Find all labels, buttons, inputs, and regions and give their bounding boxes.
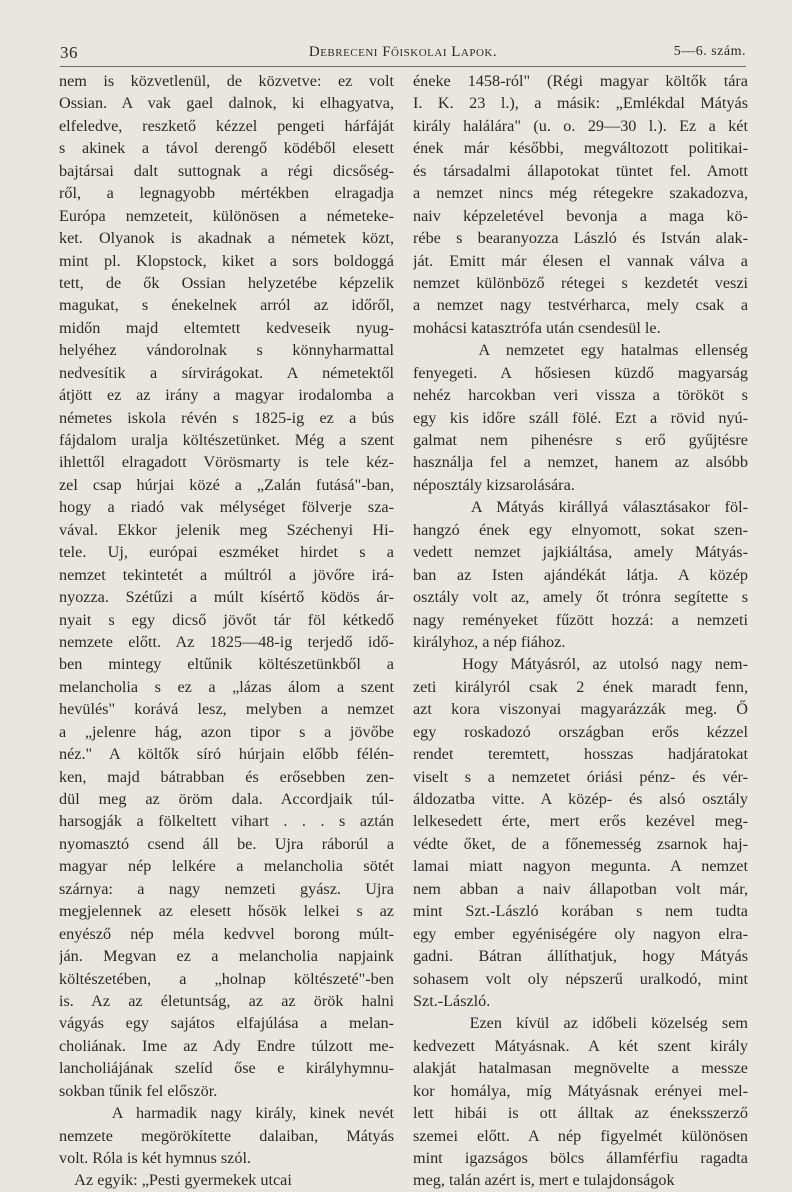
text-line: hogy a riadó vak mélységet fölverje sza- bbox=[59, 498, 394, 517]
text-line: nemzete előtt. Az 1825—48-ig terjedő idő- bbox=[59, 632, 394, 651]
text-line: bajtársai dalt suttognak a régi dicsőség- bbox=[59, 161, 394, 180]
issue-number: 5—6. szám. bbox=[673, 44, 746, 59]
text-line: költészetében, a „holnap költészeté"-ben bbox=[59, 969, 394, 988]
text-line: tett, de ők Ossian helyzetébe képzelik bbox=[59, 273, 394, 292]
text-line: harsogják a fölkeltett vihart . . . s aztán bbox=[59, 812, 394, 831]
text-line: naiv képzeletével bevonja a maga kö- bbox=[413, 206, 748, 225]
text-line: néposztály kizsarolására. bbox=[413, 475, 575, 494]
text-line: átjött ez az irány a magyar irodalomba a bbox=[59, 386, 394, 405]
text-line: zel csap húrjai közé a „Zalán futásá"-ban, bbox=[59, 475, 394, 494]
text-line: a nemzet nagy testvérharca, mely csak a bbox=[413, 296, 748, 315]
text-line: ket. Olyanok is akadnak a németek közt, bbox=[59, 229, 394, 248]
text-line: nemzete megörökítette dalaiban, Mátyás bbox=[59, 1126, 394, 1145]
left-text-column bbox=[59, 70, 394, 1192]
text-line: egy ember egyéniségére oly nagyon elra- bbox=[413, 924, 748, 943]
text-line: Hogy Mátyásról, az utolsó nagy nem- bbox=[413, 655, 748, 674]
text-line: melancholia s ez a „lázas álom a szent bbox=[59, 677, 394, 696]
text-line: dül meg az öröm dala. Accordjaik túl- bbox=[59, 790, 394, 808]
text-line: fájdalom uralja költészetünket. Még a szent bbox=[59, 431, 394, 449]
text-line: lancholiájának szelíd őse e királyhymnu- bbox=[59, 1059, 394, 1078]
text-line: ján. Megvan ez a melancholia napjaink bbox=[59, 947, 394, 966]
text-line: és társadalmi állapotokat tüntet fel. Amott bbox=[413, 161, 748, 180]
text-line: nem abban a naiv állapotban volt már, bbox=[413, 879, 748, 898]
text-line: megjelennek az elesett hősök lelkei s az bbox=[59, 902, 394, 921]
text-line: azt kora viszonyai magyarázzák meg. Ő bbox=[413, 700, 748, 719]
text-line: németes iskola révén s 1825-ig ez a bús bbox=[59, 408, 394, 427]
text-line: védte őket, de a főnemesség zsarnok haj- bbox=[413, 834, 748, 853]
text-line: nyait s egy dicső jövőt tár föl kétkedő bbox=[59, 610, 394, 629]
text-line: kor homálya, míg Mátyásnak erényei mel- bbox=[413, 1081, 748, 1100]
text-line: Ossian. A vak gael dalnok, ki elhagyatva, bbox=[59, 94, 394, 113]
text-line: Szt.-László. bbox=[413, 991, 491, 1010]
text-line: s akinek a távol derengő ködéből elesett bbox=[59, 139, 394, 158]
text-line: zeti királyról csak 2 ének maradt fenn, bbox=[413, 677, 748, 696]
text-line: fenyegeti. A hősiesen küzdő magyarság bbox=[413, 363, 748, 382]
right-text-column bbox=[413, 70, 748, 1192]
text-line: galmat nem pihenésre s erő gyűjtésre bbox=[413, 431, 748, 449]
text-line: mint Szt.-László korában s nem tudta bbox=[413, 902, 748, 921]
text-line: osztály volt az, amely őt trónra segítette s bbox=[413, 588, 748, 607]
text-line: vágyás egy sajátos elfajúlása a melan- bbox=[59, 1014, 394, 1033]
text-line: hangzó ének egy elnyomott, sokat szen- bbox=[413, 520, 748, 539]
text-line: Európa nemzeteit, különösen a németeke- bbox=[59, 206, 394, 225]
text-line: egy kis időre száll fölé. Ezt a rövid nyú- bbox=[413, 408, 748, 427]
text-line: elfeledve, reszkető kézzel pengeti hárfáját bbox=[59, 116, 394, 135]
journal-title: Debreceni Főiskolai Lapok. bbox=[308, 44, 498, 60]
text-line: egy roskadozó országban erős kézzel bbox=[413, 722, 748, 741]
text-line: vával. Ekkor jelenik meg Széchenyi Hi- bbox=[59, 520, 394, 539]
text-line: A harmadik nagy király, kinek nevét bbox=[59, 1104, 394, 1123]
text-line: helyéhez vándorolnak s könnyharmattal bbox=[59, 341, 394, 360]
text-line: ban az Isten ajándékát látja. A közép bbox=[413, 565, 748, 584]
text-line: szemei előtt. A nép figyelmét különösen bbox=[413, 1126, 748, 1145]
text-line: mint igazságos bölcs államférfiu ragadta bbox=[413, 1149, 748, 1167]
text-line: is. Az az életuntság, az az örök halni bbox=[59, 991, 394, 1010]
text-line: éneke 1458-ról" (Régi magyar költők tára bbox=[413, 72, 748, 90]
text-line: nyomasztó csend áll be. Ujra ráborúl a bbox=[59, 834, 394, 853]
text-line: néz." A költők síró húrjain előbb félén- bbox=[59, 745, 394, 764]
page-header bbox=[60, 40, 746, 67]
text-line: midőn majd eltemtett kedveseik nyug- bbox=[59, 318, 394, 337]
text-line: volt. Róla is két hymnus szól. bbox=[59, 1149, 251, 1167]
text-line: Az egyik: „Pesti gyermekek utcai bbox=[59, 1171, 292, 1190]
text-line: lelkesedett érte, mert erős kezével meg- bbox=[413, 812, 748, 831]
text-line: A Mátyás királlyá választásakor föl- bbox=[413, 498, 748, 517]
text-line: enyésző nép méla kedvvel borong múlt- bbox=[59, 924, 394, 943]
text-line: nedvesítik a sírvirágokat. A németektől bbox=[59, 363, 394, 382]
text-line: magukat, s énekelnek arról az időről, bbox=[59, 296, 394, 315]
text-line: vedett nemzet jajkiáltása, amely Mátyás- bbox=[413, 543, 748, 562]
text-line: I. K. 23 l.), a másik: „Emlékdal Mátyás bbox=[413, 94, 748, 113]
text-line: sohasem volt oly népszerű uralkodó, mint bbox=[413, 969, 748, 988]
text-line: nemzet különböző rétegei s kezdetét veszi bbox=[413, 273, 748, 292]
text-line: meg, talán azért is, mert e tulajdonságok bbox=[413, 1171, 675, 1190]
text-line: a nemzet nincs még rétegekre szakadozva, bbox=[413, 184, 748, 203]
text-line: gadni. Bátran állíthatjuk, hogy Mátyás bbox=[413, 947, 748, 966]
text-line: ének már későbbi, megváltozott politikai- bbox=[413, 139, 748, 158]
text-line: királyhoz, a nép fiához. bbox=[413, 632, 566, 651]
text-line: sokban tűnik fel először. bbox=[59, 1081, 218, 1100]
text-line: kedvezett Mátyásnak. A két szent király bbox=[413, 1036, 748, 1055]
text-line: mint pl. Klopstock, kiket a sors boldoggá bbox=[59, 251, 394, 270]
text-line: király halálára" (u. o. 29—30 l.). Ez a két bbox=[413, 116, 748, 135]
text-line: a „jelenre hág, azon tipor s a jövőbe bbox=[59, 722, 394, 741]
text-line: lamai miatt nagyon megunta. A nemzet bbox=[413, 857, 748, 876]
text-line: nyozza. Szétűzi a múlt kísértő ködös ár- bbox=[59, 588, 394, 607]
text-line: ját. Emitt már élesen el vannak válva a bbox=[413, 251, 748, 270]
text-line: nemzet tekintetét a múltról a jövőre irá- bbox=[59, 565, 394, 584]
text-line: szárnya: a nagy nemzeti gyász. Ujra bbox=[59, 879, 394, 898]
text-line: alakját hatalmasan megnövelte a messze bbox=[413, 1059, 748, 1078]
page-number: 36 bbox=[60, 43, 78, 62]
text-line: ben mintegy eltűnik költészetünkből a bbox=[59, 655, 394, 674]
text-line: Ezen kívül az időbeli közelség sem bbox=[413, 1014, 748, 1033]
text-line: nem is közvetlenül, de közvetve: ez volt bbox=[59, 72, 394, 90]
text-line: nehéz harcokban veri vissza a törököt s bbox=[413, 386, 748, 405]
text-line: hevülés" korává lesz, melyben a nemzet bbox=[59, 700, 394, 719]
text-line: ihlettől elragadott Vörösmarty is tele kéz- bbox=[59, 453, 394, 472]
text-line: choliának. Ime az Ady Endre túlzott me- bbox=[59, 1036, 394, 1055]
text-line: A nemzetet egy hatalmas ellenség bbox=[413, 341, 748, 360]
text-line: ken, majd bátrabban és erősebben zen- bbox=[59, 767, 394, 786]
text-line: lett hibái is ott álltak az éneksszerző bbox=[413, 1104, 748, 1123]
text-line: rébe s bearanyozza László és István alak- bbox=[413, 229, 748, 248]
text-line: nagy reményeket fűzött hozzá: a nemzeti bbox=[413, 610, 748, 629]
text-line: ről, a legnagyobb mértékben elragadja bbox=[59, 184, 394, 203]
text-line: használja fel a nemzet, hanem az alsóbb bbox=[413, 453, 748, 472]
text-line: áldozatba vitte. A közép- és alsó osztály bbox=[413, 790, 748, 808]
text-line: rendet teremtett, hosszas hadjáratokat bbox=[413, 745, 748, 764]
text-line: magyar nép lelkére a melancholia sötét bbox=[59, 857, 394, 876]
text-line: viselt s a nemzetet óriási pénz- és vér- bbox=[413, 767, 748, 786]
text-line: mohácsi katasztrófa után csendesül le. bbox=[413, 318, 661, 337]
text-line: tele. Uj, európai eszméket hirdet s a bbox=[59, 543, 394, 562]
